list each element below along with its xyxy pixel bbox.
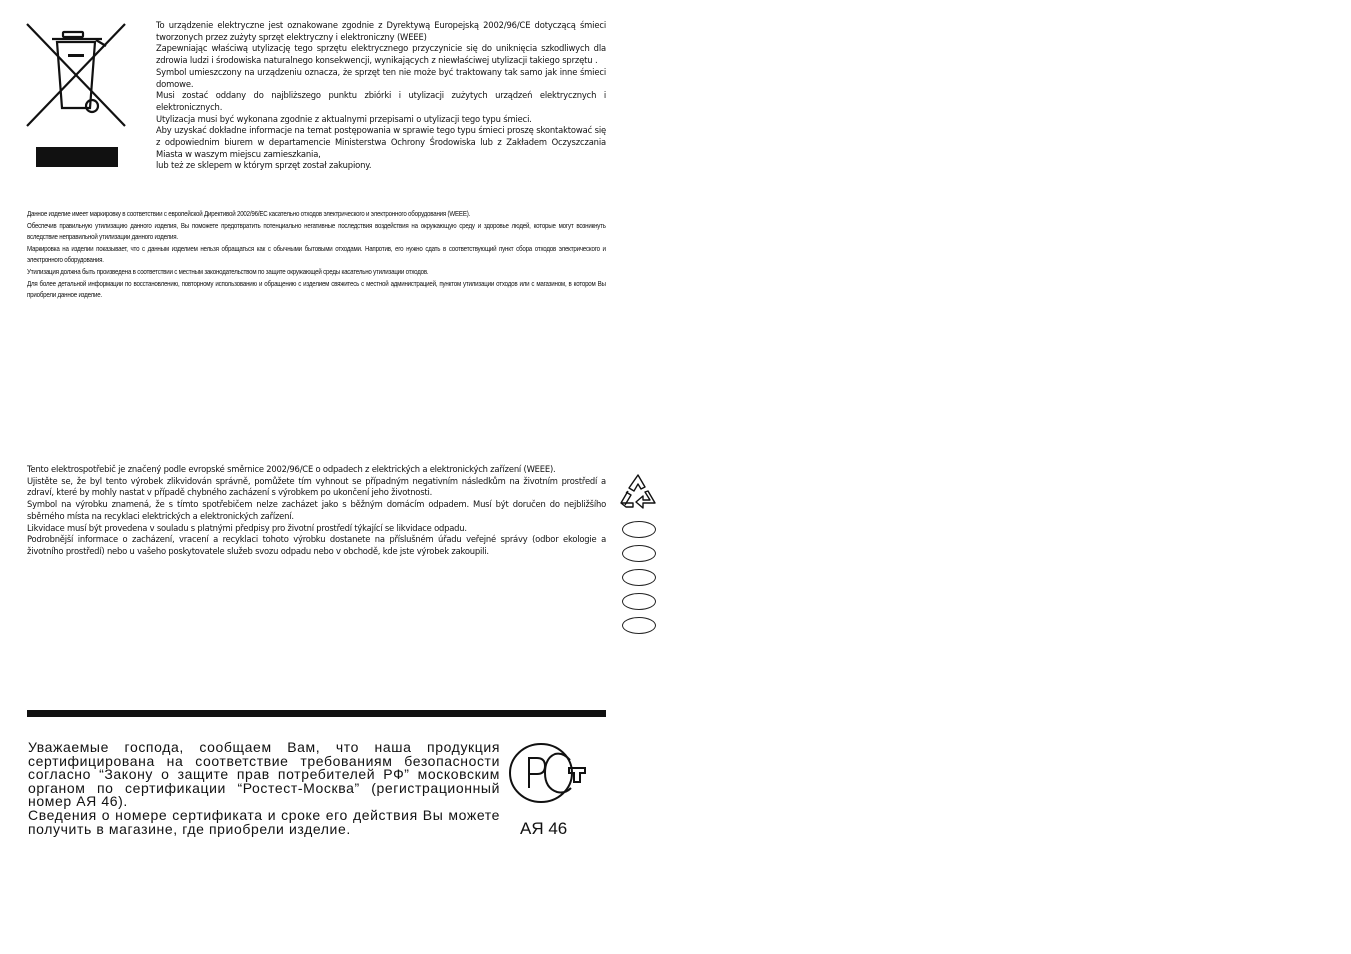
certification-code: АЯ 46	[520, 819, 568, 838]
russian-line: Обеспечив правильную утилизацию данного изделия, Вы поможете предотвратить потенциально негативные последствия воздействия на окружающую среду и здоровье людей, которые могут возникнуть вследствие неправильной утилизации данного изделия.	[27, 220, 606, 242]
weee-black-bar	[36, 147, 118, 167]
certification-paragraph: Уважаемые господа, сообщаем Вам, что наша продукция сертифицирована на соответствие требованиям безопасности согласно “Закону о защите прав потребителей РФ” московским органом по сертификации “Ростест-Москва” (регистрационный номер АЯ 46).	[28, 739, 500, 810]
czech-line: Podrobnější informace o zacházení, vracení a recyklaci tohoto výrobku dostanete na příslušném úřadu veřejné správy (odbor ekologie a životního prostředí) nebo u vašeho poskytovatele služeb svozu odpadu nebo v obchodě, kde jste výrobek zakoupili.	[27, 534, 606, 556]
weee-bin-icon	[24, 22, 128, 128]
certification-paragraph: Сведения о номере сертификата и сроке его действия Вы можете получить в магазине, где приобрели изделие.	[28, 806, 500, 837]
polish-line: To urządzenie elektryczne jest oznakowane zgodnie z Dyrektywą Europejską 2002/96/CE dotyczącą śmieci tworzonych przez zużyty sprzęt elektryczny i elektroniczny (WEEE)	[156, 20, 606, 42]
czech-line: Symbol na výrobku znamená, že s tímto spotřebičem nelze zacházet jako s běžným domácím odpadem. Musí být doručen do nejbližšího sběrného místa na recyklaci elektrických a elektronických zařízení.	[27, 499, 606, 521]
recycling-mark-ovals	[622, 521, 656, 641]
polish-line: Zapewniając właściwą utylizację tego sprzętu elektrycznego przyczynicie się do uniknięcia szkodliwych dla zdrowia ludzi i środowiska naturalnego konsekwencji, wynikających z niewłaściwej utylizacji takiego sprzętu .	[156, 43, 606, 66]
russian-line: Маркировка на изделии показывает, что с данным изделием нельзя обращаться как с обычными бытовыми отходами. Напротив, его нужно сдать в соответствующий пункт сбора отходов электрического и электронного оборудования.	[27, 243, 606, 265]
polish-line: Musi zostać oddany do najbliższego punktu zbiórki i utylizacji zużytych urządzeń elektrycznych i elektronicznych.	[156, 90, 606, 112]
czech-line: Ujistěte se, že byl tento výrobek zlikvidován správně, pomůžete tím vyhnout se případným negativním následkům na životním prostředí a zdraví, které by mohly nastat v případě chybného zacházení s výrobkem po ukončení jeho životnosti.	[27, 475, 606, 498]
russian-line: Данное изделие имеет маркировку в соответствии с европейской Директивой 2002/96/ЕС касательно отходов электрического и электронного оборудования (WEEE).	[27, 209, 471, 218]
blank-oval	[622, 545, 656, 562]
czech-weee-notice	[27, 464, 606, 558]
czech-line: Likvidace musí být provedena v souladu s platnými předpisy pro životní prostředí týkající se likvidace odpadu.	[27, 522, 467, 533]
polish-line: lub też ze sklepem w którym sprzęt został zakupiony.	[156, 160, 372, 171]
blank-oval	[622, 569, 656, 586]
blank-oval	[622, 593, 656, 610]
polish-line: Symbol umieszczony na urządzeniu oznacza, że sprzęt ten nie może być traktowany tak samo jak inne śmieci domowe.	[156, 66, 606, 89]
russian-line: Для более детальной информации по восстановлению, повторному использованию и обращению с изделием свяжитесь с местной администрацией, пунктом утилизации отходов или с магазином, в котором Вы приобрели данное изделие.	[27, 278, 606, 300]
recycle-icon	[617, 472, 659, 512]
russian-weee-notice	[27, 208, 606, 301]
russian-line: Утилизация должна быть произведена в соответствии с местным законодательством по защите окружающей среды касательно утилизации отходов.	[27, 266, 429, 276]
section-divider	[27, 710, 606, 717]
polish-weee-notice	[156, 20, 606, 172]
blank-oval	[622, 521, 656, 538]
polish-line: Aby uzyskać dokładne informacje na temat postępowania w sprawie tego typu śmieci proszę skontaktować się z odpowiednim biurem w departamencie Ministerstwa Ochrony Środowiska lub z Zakładem Oczyszczania Miasta w waszym miejscu zamieszkania,	[156, 125, 606, 159]
pct-certification-mark-icon	[507, 742, 591, 804]
polish-line: Utylizacja musi być wykonana zgodnie z aktualnymi przepisami o utylizacji tego typu śmieci.	[156, 113, 532, 124]
blank-oval	[622, 617, 656, 634]
czech-line: Tento elektrospotřebič je značený podle evropské směrnice 2002/96/CE o odpadech z elektrických a elektronických zařízení (WEEE).	[27, 464, 556, 474]
certification-notice	[28, 741, 500, 836]
